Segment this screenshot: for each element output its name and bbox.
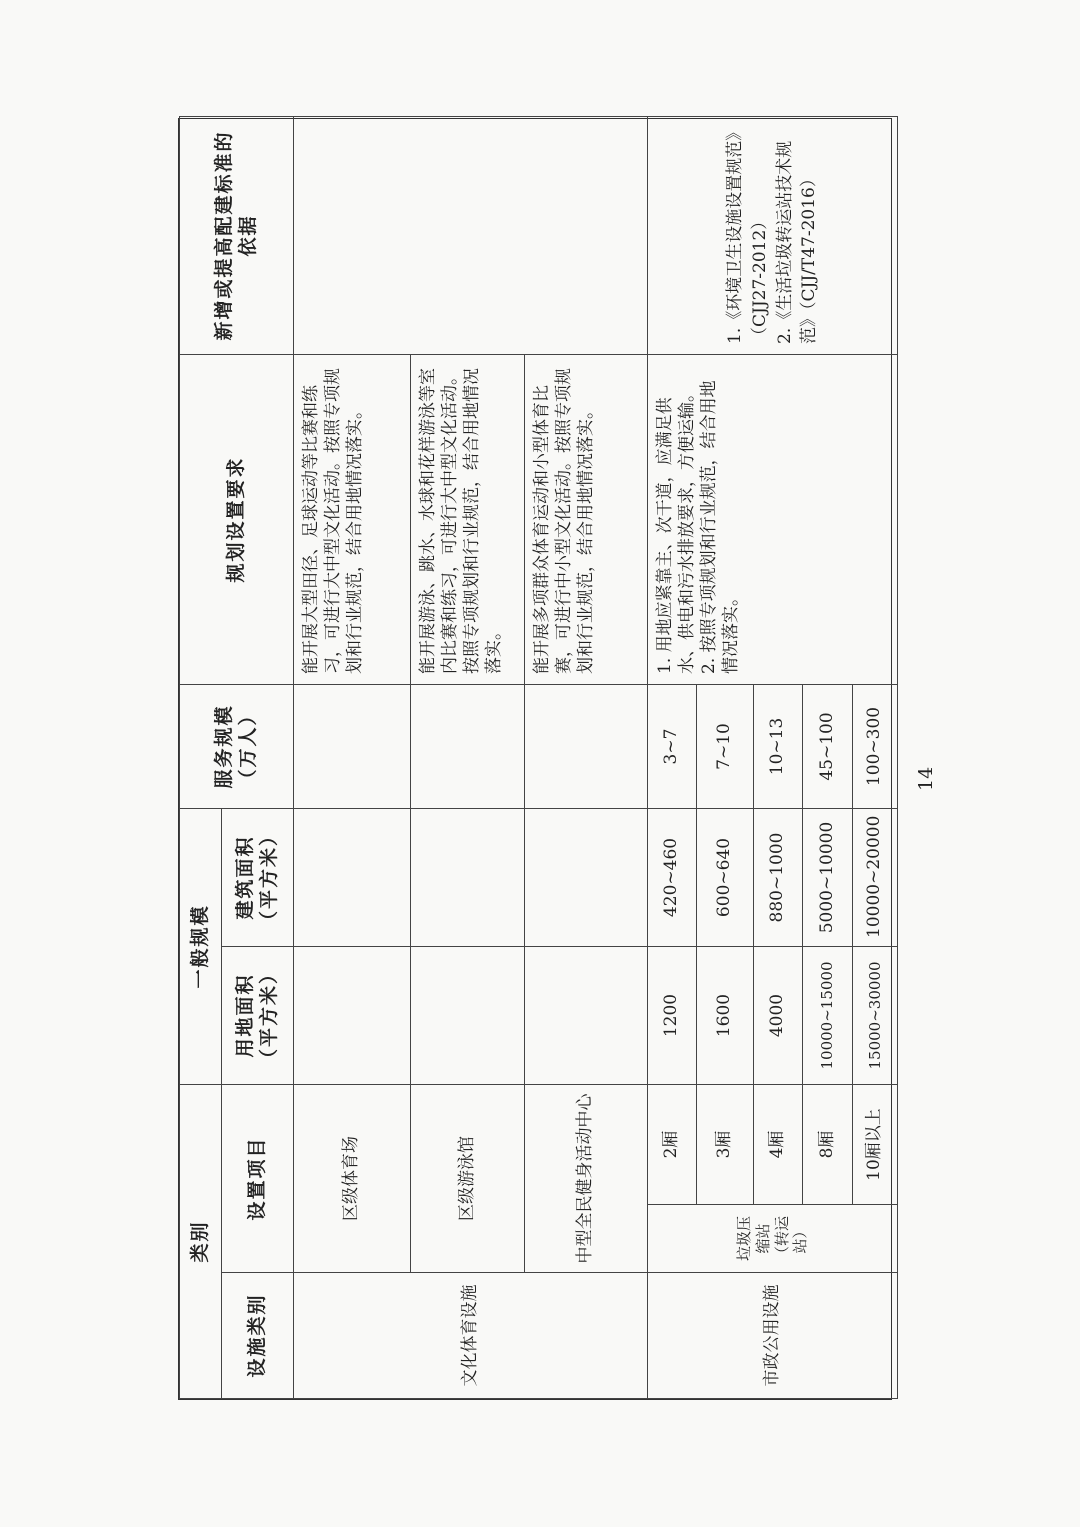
garbage-station-group: 垃圾压缩站（转运站） (648, 1205, 898, 1273)
setting-item-cell: 2厢 (648, 1085, 697, 1205)
culture-basis-cell (294, 116, 648, 354)
setting-item-cell: 3厢 (697, 1085, 754, 1205)
building-area-cell: 880~1000 (754, 808, 803, 946)
culture-sports-facility-type: 文化体育设施 (294, 1273, 648, 1399)
setting-item-cell: 区级游泳馆 (411, 1085, 525, 1273)
service-scale-cell: 10~13 (754, 684, 803, 808)
facility-type-header: 设施类别 (222, 1273, 294, 1399)
land-area-cell: 4000 (754, 947, 803, 1085)
requirement-line: 2. 按照专项规划和行业规范，结合用地情况落实。 (699, 380, 742, 674)
category-header: 类别 (180, 1085, 222, 1399)
service-scale-cell (411, 684, 525, 808)
service-scale-cell: 7~10 (697, 684, 754, 808)
setting-item-header: 设置项目 (222, 1085, 294, 1273)
land-area-cell: 1200 (648, 947, 697, 1085)
planning-requirement-header: 规划设置要求 (180, 354, 294, 684)
table-row (648, 116, 697, 1398)
building-area-cell (294, 808, 411, 946)
basis-line: 2.《生活垃圾转运站技术规范》（CJJ/T47-2016） (774, 140, 820, 344)
setting-item-cell: 10厢以上 (853, 1085, 898, 1205)
land-area-cell: 15000~30000 (853, 947, 898, 1085)
building-area-header: 建筑面积（平方米） (222, 808, 294, 946)
page-number: 14 (915, 766, 937, 791)
setting-item-cell: 中型全民健身活动中心 (525, 1085, 648, 1273)
requirement-cell: 能开展游泳、跳水、水球和花样游泳等室内比赛和练习，可进行大中型文化活动。按照专项规划和行业规范，结合用地情况落实。 (411, 354, 525, 684)
building-area-cell (411, 808, 525, 946)
setting-item-cell: 8厢 (803, 1085, 853, 1205)
basis-header: 新增或提高配建标准的依据 (180, 116, 294, 354)
service-scale-cell (294, 684, 411, 808)
municipal-facility-type: 市政公用设施 (648, 1273, 898, 1399)
land-area-cell: 10000~15000 (803, 947, 853, 1085)
land-area-cell (525, 947, 648, 1085)
building-area-cell: 5000~10000 (803, 808, 853, 946)
service-scale-cell: 3~7 (648, 684, 697, 808)
header-row-1 (180, 116, 222, 1398)
municipal-requirement-cell (648, 354, 898, 684)
requirement-cell: 能开展多项群众体育运动和小型体育比赛，可进行中小型文化活动。按照专项规划和行业规范，结合用地情况落实。 (525, 354, 648, 684)
land-area-cell (294, 947, 411, 1085)
table-row (294, 116, 411, 1398)
building-area-cell: 600~640 (697, 808, 754, 946)
land-area-cell (411, 947, 525, 1085)
land-area-header: 用地面积（平方米） (222, 947, 294, 1085)
service-scale-header: 服务规模（万人） (180, 684, 294, 808)
building-area-cell: 10000~20000 (853, 808, 898, 946)
building-area-cell (525, 808, 648, 946)
basis-line: 1.《环境卫生设施设置规范》（CJJ27-2012） (725, 132, 770, 344)
service-scale-cell: 100~300 (853, 684, 898, 808)
facility-standards-table (179, 116, 898, 1399)
building-area-cell: 420~460 (648, 808, 697, 946)
municipal-basis-cell (648, 116, 898, 354)
requirement-cell: 能开展大型田径、足球运动等比赛和练习，可进行大中型文化活动。按照专项规划和行业规范，结合用地情况落实。 (294, 354, 411, 684)
land-area-cell: 1600 (697, 947, 754, 1085)
requirement-line: 1. 用地应紧靠主、次干道，应满足供水、供电和污水排放要求，方便运输。 (655, 384, 698, 674)
setting-item-cell: 区级体育场 (294, 1085, 411, 1273)
setting-item-cell: 4厢 (754, 1085, 803, 1205)
standards-table-rotated (178, 118, 892, 1400)
service-scale-cell: 45~100 (803, 684, 853, 808)
service-scale-cell (525, 684, 648, 808)
general-scale-header: 一般规模 (180, 808, 222, 1084)
